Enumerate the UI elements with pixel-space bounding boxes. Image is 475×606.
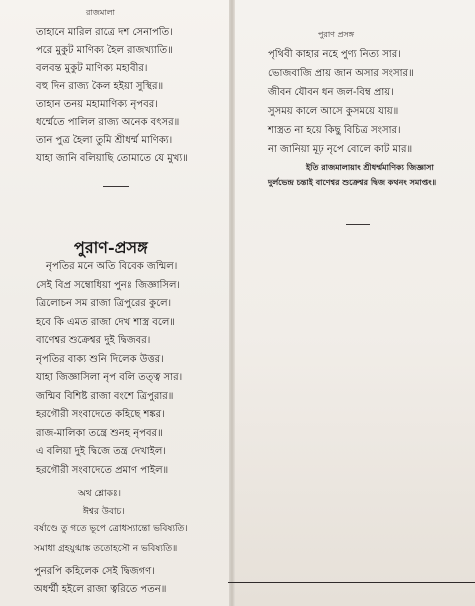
closing-verses	[34, 563, 166, 599]
verse-line: এ বলিয়া দুই দ্বিজে তন্ত্র দেখাইল।	[36, 446, 166, 457]
verse-line: সেই বিপ্র সম্বোধিয়া পুনঃ জিজ্ঞাসিল।	[36, 279, 181, 291]
verse-line: তান পুত্র হৈলা তুমি শ্রীধর্ম্ম মাণিক্য।	[36, 135, 173, 146]
section-verses	[36, 258, 182, 480]
bottom-rule	[228, 582, 475, 583]
left-running-head: রাজমালা	[86, 8, 115, 17]
verse-line: তাহানে মারিল রাত্রে দশ সেনাপতি।	[36, 27, 173, 38]
verse-line: অধর্ম্মী হইলে রাজা ত্বরিতে পতন॥	[34, 584, 167, 595]
verse-line: যাহা জানি বলিয়াছি তোমাতে যে মুখ্য॥	[36, 153, 188, 164]
verse-line: পৃথিবী কাহার নহে পুণ্য নিত্য সার।	[268, 49, 401, 60]
verse-line: বলবন্ত মুকুট মাণিক্য মহাবীর।	[36, 63, 148, 74]
verse-line: ভোজবাজি প্রায় জান অসার সংসার॥	[268, 68, 414, 79]
colophon	[268, 160, 436, 190]
section-divider-right	[346, 224, 370, 225]
speaker-label: ঈশ্বর উবাচ।	[83, 507, 125, 517]
verse-line: শাস্ত্রত না হয়ে কিছু বিচিত্র সংসার।	[268, 125, 401, 136]
right-verses	[268, 45, 414, 159]
verse-line: পুনরপি কহিলেক সেই দ্বিজগণ।	[34, 566, 155, 577]
sloka-label: অথ শ্লোকঃ।	[78, 489, 121, 499]
verse-line: নৃপতির বাক্য শুনি দিলেক উত্তর।	[36, 353, 164, 365]
verse-line: জীবন যৌবন ধন জল-বিম্ব প্রায়।	[268, 87, 394, 98]
section-title: পুরাণ-প্রসঙ্গ	[74, 238, 148, 257]
sloka-line: সমাধা গ্রহযুগ্মাঙ্ক ততোহসৌ ন ভবিষ্যতি॥	[34, 544, 178, 554]
sloka-line: বর্ষাণ্ডে তু গতে ভূপে ত্রোধস্যান্তো ভবিষ্যতি।	[34, 524, 188, 534]
colophon-line: দুর্লভেন্দ্র চন্তাই বাণেশ্বর শুক্রেশ্বর দ্বিজ কথনং সমাপ্তং॥	[268, 177, 437, 187]
verse-line: তাহান তনয় মহামাণিক্য নৃপবর।	[36, 99, 158, 110]
verse-line: বাণেশ্বর শুক্রেশ্বর দুই দ্বিজবর।	[36, 335, 151, 346]
verse-line: না জানিয়া মূঢ় নৃপে বোলে কাট মার॥	[268, 144, 413, 155]
verse-line: ত্রিলোচন সম রাজা ত্রিপুরের কুলে।	[36, 298, 172, 309]
verse-line: সুসময় কালে আসে কুসময়ে যায়॥	[268, 106, 399, 117]
verse-line: বহু দিন রাজ্য কৈল হইয়া সুস্থির॥	[36, 81, 164, 92]
verse-line: ধর্ম্মেতে পালিল রাজ্য অনেক বৎসর॥	[36, 117, 180, 128]
verse-line: যাহা জিজ্ঞাসিলা নৃপ বলি তত্ত্ব সার।	[36, 372, 183, 383]
left-top-verses	[36, 24, 188, 168]
sloka-block	[34, 519, 188, 559]
verse-line: হরগৌরী সংবাদেতে প্রমাণ পাইল॥	[36, 464, 169, 476]
right-running-head: পুরাণ প্রসঙ্গ	[318, 30, 355, 39]
book-gutter	[229, 0, 235, 606]
verse-line: হরগৌরী সংবাদেতে কহিছে শঙ্কর।	[36, 409, 165, 420]
colophon-line: ইতি রাজমালায়াং শ্রীধর্ম্মমাণিক্য জিজ্ঞাসা	[306, 162, 434, 172]
verse-line: পরে মুকুট মাণিক্য হৈল রাজখ্যাতি॥	[36, 45, 173, 56]
verse-line: নৃপতির মনে অতি বিবেক জন্মিল।	[46, 261, 178, 272]
section-divider	[103, 186, 129, 187]
verse-line: হবে কি এমত রাজা দেখ শাস্ত্র বলে॥	[36, 316, 175, 328]
verse-line: জন্মিব বিশিষ্ট রাজা বংশে ত্রিপুরার॥	[36, 390, 174, 402]
verse-line: রাজ-মালিকা তন্ত্রে শুনহ নৃপবর॥	[36, 427, 163, 439]
